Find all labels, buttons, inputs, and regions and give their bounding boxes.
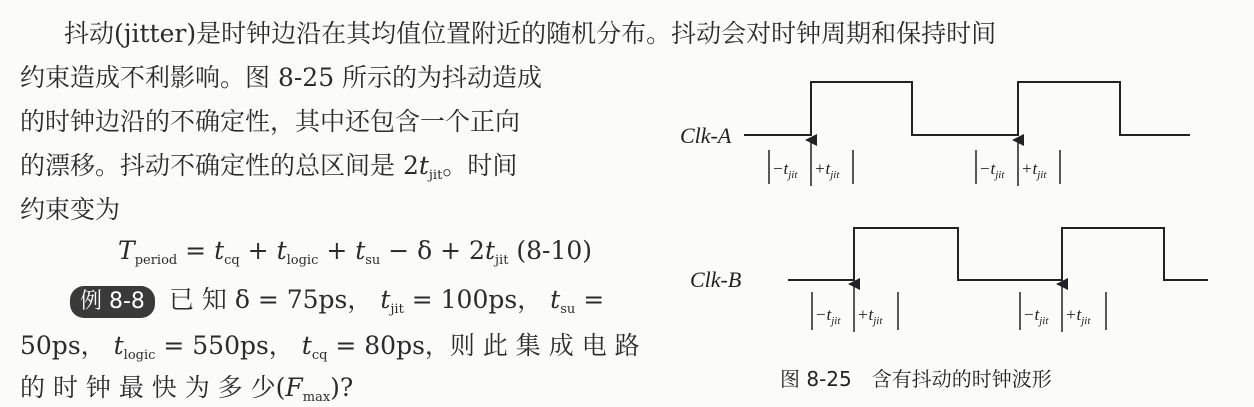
- svg-text:+tjit: $+t_{jit}$: [1065, 305, 1091, 327]
- example-line-3: 的 时 钟 最 快 为 多 少$(F_{max})$?: [20, 373, 354, 405]
- clk-a-jitter-2: [976, 140, 1060, 186]
- svg-text:+tjit: $+t_{jit}$: [814, 159, 840, 181]
- paragraph-line-3: 的时钟边沿的不确定性，其中还包含一个正向: [20, 107, 521, 136]
- clk-a-label: Clk-A: [680, 123, 732, 148]
- paragraph-line-1: 抖动(jitter)是时钟边沿在其均值位置附近的随机分布。抖动会对时钟周期和保持时间: [64, 19, 997, 48]
- figure-caption: 图 8-25 含有抖动的时钟波形: [780, 367, 1052, 391]
- paragraph-line-2: 约束造成不利影响。图 8-25 所示的为抖动造成: [20, 63, 543, 92]
- svg-text:+tjit: $+t_{jit}$: [857, 305, 883, 327]
- example-badge: 例 8-8: [70, 286, 155, 318]
- svg-text:−tjit: $-t_{jit}$: [772, 159, 798, 181]
- clk-b-jitter-2: [1020, 284, 1106, 332]
- timing-equation: $T_{period} = t_{cq} + t_{logic} + t_{su} - \delta + 2t_{jit}$ (8-10): [118, 236, 593, 268]
- clk-a-waveform: [744, 82, 1190, 135]
- clk-a-jitter-1: [769, 140, 853, 186]
- paragraph-line-5: 约束变为: [20, 195, 121, 224]
- svg-text:−tjit: $-t_{jit}$: [979, 159, 1005, 181]
- clk-b-jitter-1: [812, 284, 898, 332]
- clk-b-waveform: [788, 228, 1208, 280]
- svg-text:−tjit: $-t_{jit}$: [815, 305, 841, 327]
- svg-text:+tjit: $+t_{jit}$: [1021, 159, 1047, 181]
- clk-b-label: Clk-B: [690, 267, 742, 292]
- example-line-1: 例 8-8 已 知 δ = 75ps， $t_{jit} = 100ps$， $t_{su}$ =: [70, 280, 604, 318]
- paragraph-line-4: 的漂移。抖动不确定性的总区间是 $2t_{jit}$。时间: [20, 151, 518, 183]
- example-line-2: 50ps， $t_{logic} = 550ps$， $t_{cq} = 80ps$，则 此 集 成 电 路: [20, 331, 640, 363]
- svg-text:−tjit: $-t_{jit}$: [1023, 305, 1049, 327]
- clock-waveform-figure: [680, 0, 1240, 407]
